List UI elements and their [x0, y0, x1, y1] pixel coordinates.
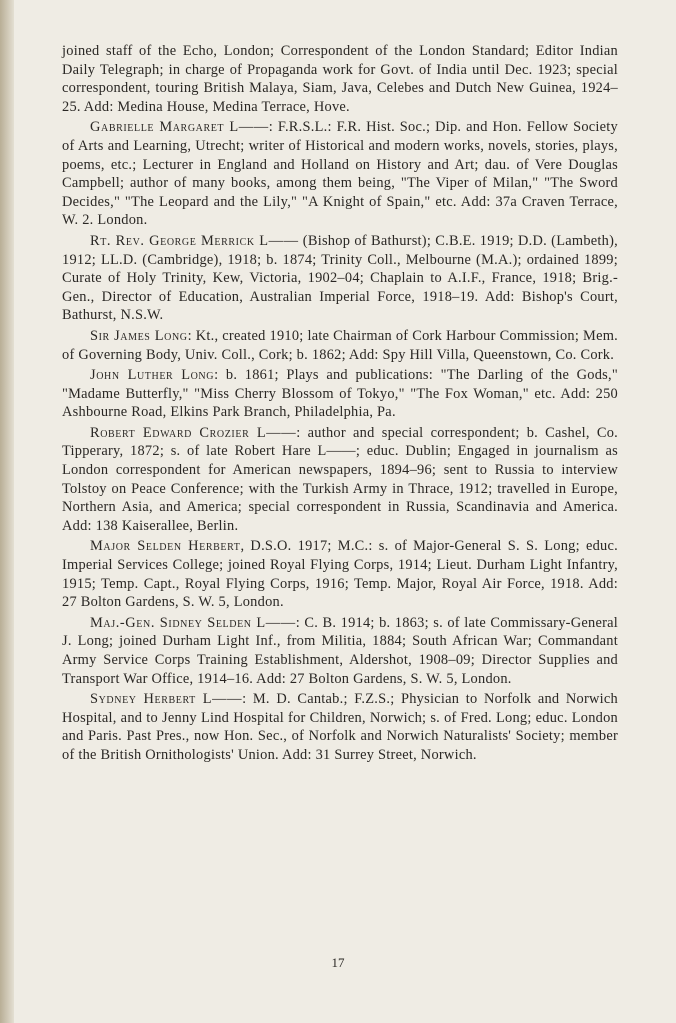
entry-john-luther-long: [62, 366, 618, 422]
entry-text: : Kt., created 1910; late Chairman of Cork Harbour Commission; Mem. of Governing Body, Univ. Coll., Cork; b. 1862; Add: Spy Hill Villa, Queenstown, Co. Cork.: [62, 327, 619, 363]
entry-name: Robert Edward Crozier L——: [90, 424, 297, 441]
entry-name: Gabrielle Margaret L——: [90, 119, 269, 136]
entry-name: Rt. Rev. George Merrick L——: [90, 232, 299, 249]
entry-sydney-herbert: [62, 690, 618, 764]
entry-selden-herbert: [62, 537, 618, 611]
entry-text: : b. 1861; Plays and publications: "The Darling of the Gods," "Madame Butterfly," "Miss Cherry Blossom of Tokyo," "The Fox Woman," etc. Add: 250 Ashbourne Road, Elkins Park Branch, Philadelphia, Pa.: [62, 367, 618, 421]
entry-name: Major Selden Herbert: [90, 538, 241, 555]
entry-text: : C. B. 1914; b. 1863; s. of late Commissary-General J. Long; joined Durham Light Inf., from Militia, 1884; South African War; Commandant Army Service Corps Training Establishment, Aldershot, 1908–09; Director Supplies and Transport War Office, 1914–16. Add: 27 Bolton Gardens, S. W. 5, London.: [62, 614, 619, 687]
entry-text: , D.S.O. 1917; M.C.: s. of Major-General S. S. Long; educ. Imperial Services College; joined Royal Flying Corps, 1914; Lieut. Durham Light Infantry, 1915; Temp. Capt., Royal Flying Corps, 1916; Temp. Major, Royal Air Force, 1918. Add: 27 Bolton Gardens, S. W. 5, London.: [62, 538, 618, 611]
entry-gabrielle-margaret: [62, 118, 618, 230]
entry-name: Maj.-Gen. Sidney Selden L——: [90, 614, 296, 631]
entry-name: Sir James Long: [90, 327, 188, 344]
entry-text: : author and special correspondent; b. Cashel, Co. Tipperary, 1872; s. of late Robert Hare L——; educ. Dublin; Engaged in journalism as London correspondent for American newspapers, 1894–96; sent to Russia to interview Tolstoy on Peace Conference; with the Turkish Army in Thrace, 1912; travelled in Europe, Northern Asia, and America; special correspondent in Russia, Scandinavia and America. Add: 138 Kaiserallee, Berlin.: [62, 424, 618, 534]
entries-column: [62, 42, 618, 767]
entry-text: : M. D. Cantab.; F.Z.S.; Physician to Norfolk and Norwich Hospital, and to Jenny Lind Hospital for Children, Norwich; s. of Fred. Long; educ. London and Paris. Past Pres., now Hon. Sec., of Norfolk and Norwich Naturalists' Society; member of the British Ornithologists' Union. Add: 31 Surrey Street, Norwich.: [62, 691, 618, 763]
entry-name: John Luther Long: [90, 367, 215, 384]
page-binding-edge: [0, 0, 14, 1023]
entry-sidney-selden: [62, 614, 618, 688]
entry-continuation: joined staff of the Echo, London; Correspondent of the London Standard; Editor Indian Daily Telegraph; in charge of Propaganda work for Govt. of India until Dec. 1923; special correspondent, touring British Malaya, Siam, Java, Celebes and Dutch New Guinea, 1924–25. Add: Medina House, Medina Terrace, Hove.: [62, 43, 618, 115]
entry-name: Sydney Herbert L——: [90, 691, 243, 708]
entry-robert-edward-crozier: [62, 424, 618, 536]
entry-text: (Bishop of Bathurst); C.B.E. 1919; D.D. (Lambeth), 1912; LL.D. (Cambridge), 1918; b. 1874; Trinity Coll., Melbourne (M.A.); ordained 1899; Curate of Holy Trinity, Kew, Victoria, 1902–04; Chaplain to A.I.F., France, 1918; Brig.-Gen., Director of Education, Australian Imperial Force, 1918–19. Add: Bishop's Court, Bathurst, N.S.W.: [62, 232, 619, 324]
entry-text: : F.R.S.L.: F.R. Hist. Soc.; Dip. and Hon. Fellow Society of Arts and Learning, Utrecht; writer of Historical and modern works, novels, stories, plays, poems, etc.; Lecturer in England and Holland on History and Art; dau. of Vere Douglas Campbell; author of many books, among them being, "The Viper of Milan," "The Sword Decides," "The Leopard and the Lily," "A Knight of Spain," etc. Add: 37a Craven Terrace, W. 2. London.: [62, 119, 619, 229]
entry-james-long: [62, 327, 618, 364]
page-number: 17: [331, 955, 345, 970]
entry-george-merrick: [62, 232, 618, 325]
